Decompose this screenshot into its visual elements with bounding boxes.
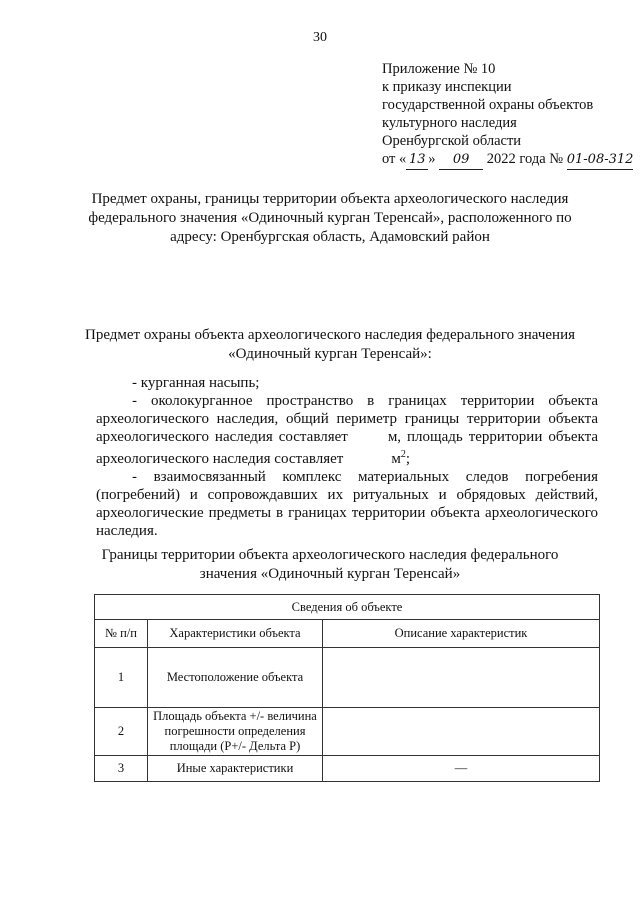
- list-item: - взаимосвязанный комплекс материальных следов погребения (погребений) и сопровождавших их ритуальных и обрядовых действий, археологические предметы в границах территории объекта археологического наследия.: [96, 469, 598, 539]
- table-row: [95, 648, 600, 708]
- appendix-line: культурного наследия: [382, 115, 517, 131]
- appendix-block: [382, 60, 633, 170]
- list-item: - курганная насыпь;: [132, 375, 260, 391]
- table-cell: Иные характеристики: [148, 756, 323, 782]
- table-cell: —: [323, 756, 600, 782]
- list-item-text: м: [391, 451, 401, 467]
- boundaries-heading: Границы территории объекта археологического наследия федерального значения «Одиночный курган Теренсай»: [101, 547, 559, 582]
- date-mid: »: [428, 151, 436, 167]
- list-item-text: - околокурганное пространство в границах территории объекта археологического наследия, общий периметр границы территории объекта археологического наследия составляет: [96, 393, 598, 445]
- table-row: [95, 708, 600, 756]
- table-cell: 1: [95, 648, 148, 708]
- handwritten-day: 13: [406, 151, 428, 170]
- page-number: 30: [313, 30, 327, 45]
- subject-list: [96, 374, 598, 540]
- appendix-line: государственной охраны объектов: [382, 97, 594, 113]
- appendix-line: Оренбургской области: [382, 133, 522, 149]
- table-row: [95, 756, 600, 782]
- table-caption: Сведения об объекте: [95, 595, 600, 620]
- table-cell: 3: [95, 756, 148, 782]
- appendix-line: к приказу инспекции: [382, 79, 512, 95]
- list-item: [96, 392, 598, 468]
- table-header: Характеристики объекта: [148, 620, 323, 648]
- subject-heading: Предмет охраны объекта археологического наследия федерального значения «Одиночный курган Теренсай»:: [84, 327, 576, 362]
- table-cell: Местоположение объекта: [148, 648, 323, 708]
- table-cell: [323, 648, 600, 708]
- appendix-title: Приложение № 10: [382, 61, 496, 77]
- table-cell: Площадь объекта +/- величина погрешности определения площади (Р+/- Дельта Р): [148, 708, 323, 756]
- list-item-text: м, площадь территории объекта археологического наследия составляет: [96, 429, 598, 467]
- table-header: № п/п: [95, 620, 148, 648]
- superscript: 2: [400, 449, 406, 460]
- handwritten-month: 09: [439, 151, 483, 170]
- object-info-table: [94, 594, 600, 782]
- list-item-text: ;: [405, 451, 411, 467]
- handwritten-order-number: 01-08-312: [567, 151, 634, 170]
- document-heading: Предмет охраны, границы территории объекта археологического наследия федерального значения «Одиночный курган Теренсай», расположенного по адресу: Оренбургская область, Адамовский район: [88, 191, 572, 245]
- appendix-date-line: [382, 150, 633, 170]
- date-prefix: от «: [382, 151, 407, 167]
- table-cell: 2: [95, 708, 148, 756]
- year-text: 2022 года №: [486, 151, 564, 167]
- table-header: Описание характеристик: [323, 620, 600, 648]
- table-cell: [323, 708, 600, 756]
